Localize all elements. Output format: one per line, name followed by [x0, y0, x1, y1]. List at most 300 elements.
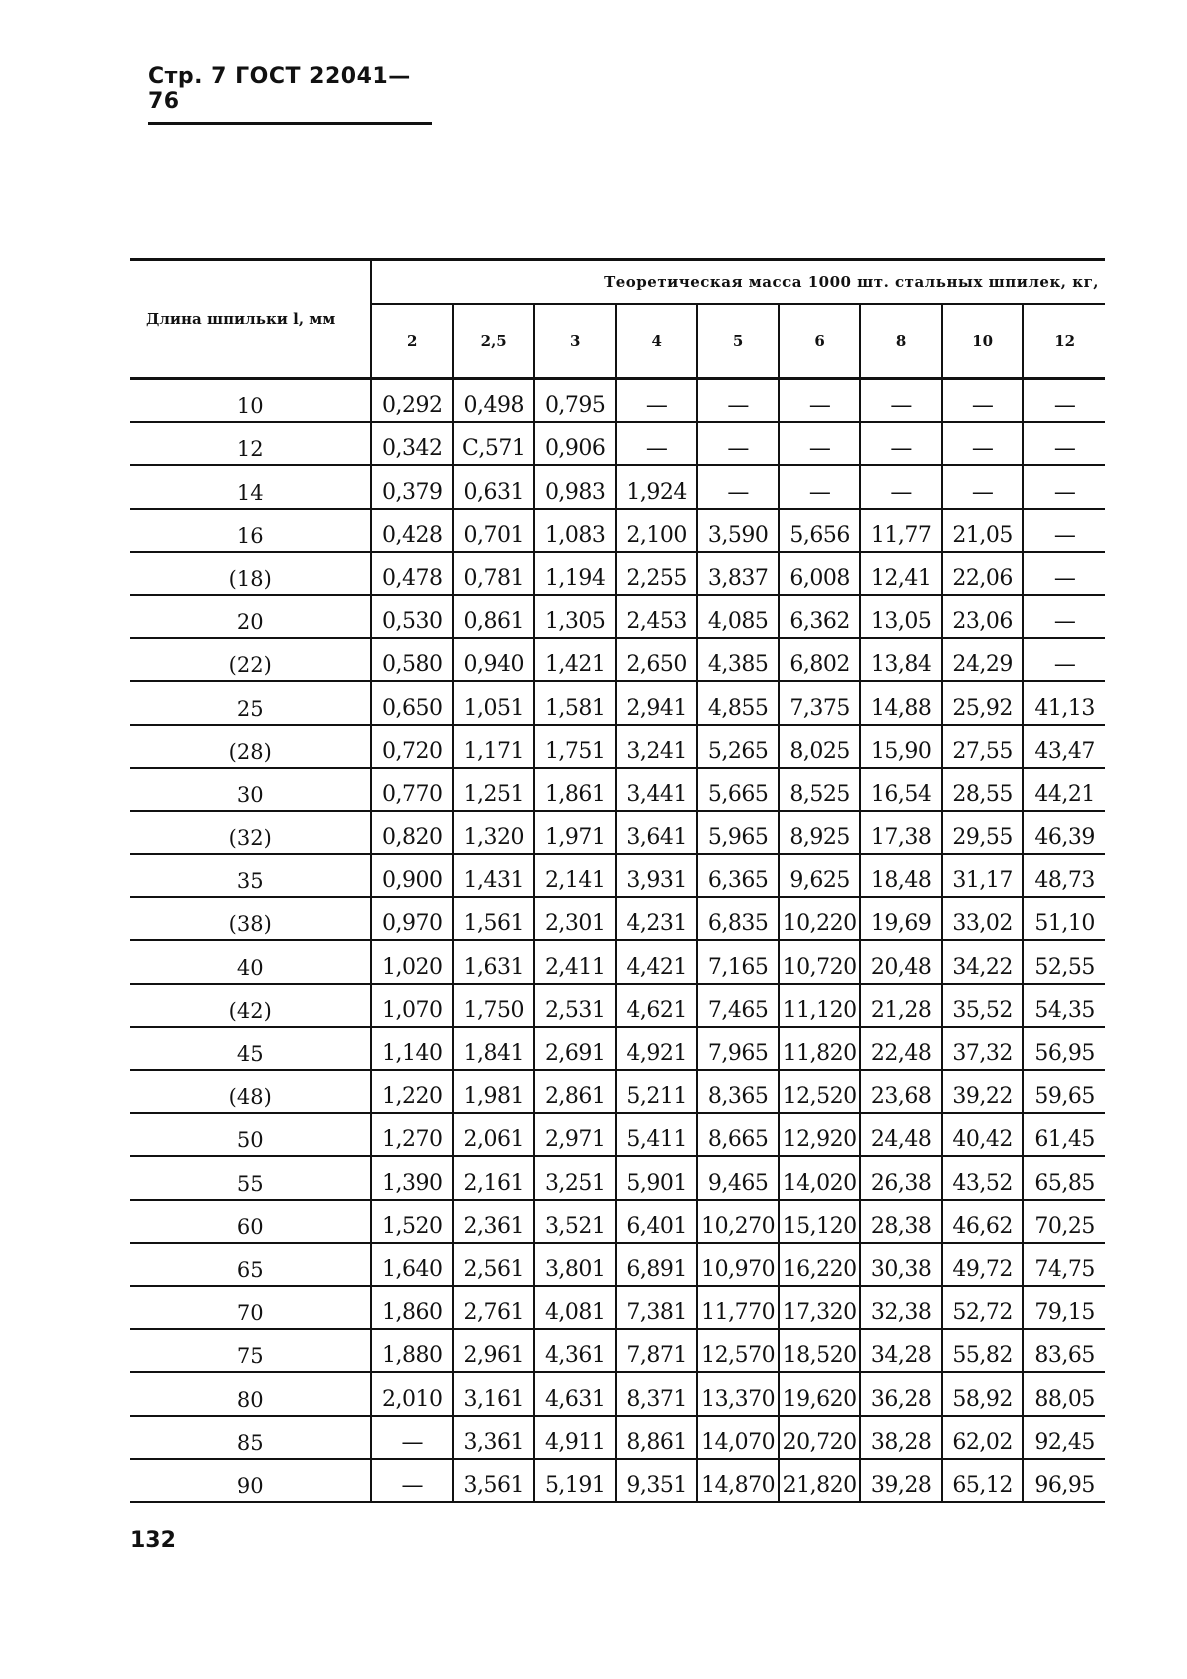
mass-value: 1,520: [381, 1213, 443, 1239]
mass-cell: [534, 1416, 615, 1459]
mass-cell: [942, 638, 1023, 681]
length-value: 25: [236, 696, 264, 721]
mass-value: 1,561: [463, 911, 524, 937]
mass-cell: [453, 897, 534, 940]
mass-value: 1,860: [381, 1300, 443, 1326]
mass-value: 12,41: [870, 565, 932, 591]
mass-value: 3,931: [626, 868, 687, 894]
diameter-header-cell: 12: [1023, 304, 1105, 379]
mass-cell: [697, 940, 778, 983]
mass-value: 18,520: [782, 1343, 857, 1369]
mass-value: 2,861: [544, 1084, 606, 1110]
mass-cell: [371, 595, 452, 638]
diameter-header-cell: 2: [371, 304, 452, 379]
mass-cell: [1023, 984, 1105, 1027]
mass-value: 2,971: [544, 1127, 606, 1153]
mass-cell: [1023, 465, 1105, 508]
mass-value: 29,55: [952, 825, 1013, 851]
mass-value: 7,465: [707, 997, 769, 1023]
length-cell: [130, 422, 371, 465]
mass-cell: [534, 1200, 615, 1243]
length-value: (42): [228, 998, 272, 1023]
mass-value: 2,061: [463, 1127, 524, 1153]
length-value: 80: [236, 1387, 264, 1412]
mass-cell: [860, 1156, 941, 1199]
mass-cell: [779, 1372, 860, 1415]
mass-value: 7,871: [626, 1343, 687, 1369]
mass-value: 0,861: [463, 609, 524, 635]
length-cell: [130, 1070, 371, 1113]
mass-value: 12,520: [782, 1084, 857, 1110]
length-cell: [130, 811, 371, 854]
mass-cell: [779, 681, 860, 724]
mass-cell: [534, 725, 615, 768]
mass-cell: [697, 1113, 778, 1156]
mass-value: 1,220: [381, 1084, 443, 1110]
mass-value: 36,28: [870, 1386, 932, 1412]
mass-value: 31,17: [952, 868, 1013, 894]
mass-value: 7,165: [707, 954, 769, 980]
mass-value: 6,362: [789, 609, 850, 635]
mass-value: 54,35: [1034, 997, 1095, 1023]
mass-cell: [779, 465, 860, 508]
mass-value: 12,570: [701, 1343, 776, 1369]
mass-cell: [371, 379, 452, 423]
mass-cell: [1023, 1156, 1105, 1199]
length-cell: [130, 379, 371, 423]
mass-cell: [860, 1459, 941, 1502]
mass-value: 7,965: [707, 1041, 769, 1066]
length-cell: [130, 552, 371, 595]
mass-value: 33,02: [952, 911, 1013, 937]
mass-value: 21,05: [952, 522, 1013, 548]
mass-value: 5,656: [789, 522, 850, 548]
mass-cell: [779, 595, 860, 638]
mass-value: 41,13: [1034, 695, 1095, 721]
mass-cell: [779, 768, 860, 811]
mass-cell: [1023, 1372, 1105, 1415]
mass-cell: [453, 1070, 534, 1113]
mass-cell: [942, 854, 1023, 897]
mass-cell: [697, 509, 778, 552]
mass-cell: [453, 1416, 534, 1459]
mass-value: 1,390: [381, 1170, 443, 1196]
mass-cell: [534, 595, 615, 638]
mass-value: 4,231: [626, 911, 687, 937]
length-cell: [130, 854, 371, 897]
mass-cell: [371, 1070, 452, 1113]
length-value: 50: [236, 1128, 264, 1153]
mass-cell: [942, 681, 1023, 724]
mass-cell: [1023, 1070, 1105, 1113]
mass-cell: [616, 1416, 697, 1459]
mass-cell: [616, 552, 697, 595]
mass-value: 10,970: [701, 1256, 776, 1282]
mass-cell: [779, 552, 860, 595]
mass-cell: [534, 1329, 615, 1372]
mass-cell: [779, 1200, 860, 1243]
mass-value: 5,191: [544, 1472, 606, 1498]
mass-cell: [697, 854, 778, 897]
mass-cell: [453, 940, 534, 983]
mass-value: 0,292: [381, 393, 443, 419]
mass-cell: [534, 379, 615, 423]
mass-cell: [860, 940, 941, 983]
length-value: 40: [236, 955, 264, 980]
mass-cell: [453, 984, 534, 1027]
mass-cell: [860, 768, 941, 811]
mass-cell: [1023, 811, 1105, 854]
mass-value: —: [645, 393, 668, 419]
mass-value: 13,370: [701, 1386, 776, 1412]
mass-value: 22,48: [870, 1041, 932, 1066]
mass-value: 2,100: [626, 522, 687, 548]
mass-value: 1,751: [544, 738, 606, 764]
mass-value: 35,52: [952, 997, 1013, 1023]
length-value: 14: [236, 480, 264, 505]
length-cell: [130, 1372, 371, 1415]
mass-cell: [616, 940, 697, 983]
mass-cell: [779, 1070, 860, 1113]
mass-cell: [534, 1372, 615, 1415]
mass-value: 65,12: [952, 1472, 1013, 1498]
table-row: [130, 1200, 1105, 1243]
mass-value: 14,870: [701, 1472, 776, 1498]
mass-value: 2,941: [626, 695, 687, 721]
mass-value: 1,320: [463, 825, 524, 851]
mass-value: 1,194: [544, 565, 606, 591]
mass-value: 5,211: [626, 1084, 687, 1110]
mass-value: 20,720: [782, 1429, 857, 1455]
mass-cell: [779, 940, 860, 983]
mass-value: 10,220: [782, 911, 857, 937]
mass-cell: [860, 552, 941, 595]
mass-cell: [942, 725, 1023, 768]
mass-cell: [616, 681, 697, 724]
mass-cell: [453, 1156, 534, 1199]
table-row: [130, 725, 1105, 768]
mass-value: 0,720: [381, 738, 443, 764]
mass-value: 49,72: [952, 1256, 1013, 1282]
mass-value: —: [808, 436, 831, 462]
mass-cell: [616, 638, 697, 681]
mass-cell: [697, 1459, 778, 1502]
mass-cell: [534, 1113, 615, 1156]
mass-value: 43,52: [952, 1170, 1013, 1196]
table-row: [130, 1286, 1105, 1329]
mass-value: 55,82: [952, 1343, 1013, 1369]
mass-value: 28,55: [952, 781, 1013, 807]
mass-value: 0,795: [544, 393, 606, 419]
diameter-header-cell: 10: [942, 304, 1023, 379]
mass-cell: [453, 1113, 534, 1156]
mass-value: 1,251: [463, 781, 524, 807]
mass-cell: [697, 1156, 778, 1199]
length-cell: [130, 897, 371, 940]
mass-value: 10,720: [782, 954, 857, 980]
mass-cell: [942, 1027, 1023, 1070]
mass-value: 4,621: [626, 997, 687, 1023]
mass-value: 16,220: [782, 1256, 857, 1282]
mass-value: 2,761: [463, 1300, 524, 1326]
mass-value: 34,22: [952, 954, 1013, 980]
mass-value: 6,891: [626, 1256, 687, 1282]
mass-cell: [779, 725, 860, 768]
table-row: [130, 1416, 1105, 1459]
mass-value: 0,631: [463, 479, 524, 505]
mass-cell: [453, 1329, 534, 1372]
mass-cell: [616, 1243, 697, 1286]
length-value: (32): [228, 826, 272, 851]
mass-cell: [779, 984, 860, 1027]
mass-cell: [942, 1459, 1023, 1502]
mass-value: 20,48: [870, 954, 932, 980]
mass-cell: [453, 552, 534, 595]
mass-cell: [697, 379, 778, 423]
length-cell: [130, 1329, 371, 1372]
mass-cell: [697, 595, 778, 638]
mass-value: 0,379: [381, 479, 443, 505]
length-column-header: Длина шпильки l, мм: [130, 260, 371, 379]
mass-cell: [697, 465, 778, 508]
mass-cell: [942, 422, 1023, 465]
mass-value: 8,025: [789, 738, 850, 764]
mass-value: 59,65: [1034, 1084, 1095, 1110]
length-value: (38): [228, 912, 272, 937]
mass-cell: [942, 897, 1023, 940]
length-cell: [130, 1200, 371, 1243]
mass-value: —: [808, 393, 831, 419]
mass-cell: [616, 811, 697, 854]
mass-cell: [534, 638, 615, 681]
mass-cell: [534, 1027, 615, 1070]
length-cell: [130, 595, 371, 638]
mass-value: 44,21: [1034, 781, 1095, 807]
mass-value: 24,48: [870, 1127, 932, 1153]
mass-value: 52,72: [952, 1300, 1013, 1326]
mass-cell: [534, 984, 615, 1027]
mass-value: 1,880: [381, 1343, 443, 1369]
mass-value: 21,820: [782, 1472, 857, 1498]
length-value: 75: [236, 1344, 264, 1369]
mass-cell: [942, 984, 1023, 1027]
table-row: [130, 1243, 1105, 1286]
mass-cell: [616, 725, 697, 768]
mass-cell: [1023, 1459, 1105, 1502]
mass-cell: [534, 768, 615, 811]
mass-value: 19,620: [782, 1386, 857, 1412]
mass-value: —: [890, 479, 912, 505]
mass-value: 46,39: [1034, 825, 1095, 851]
length-cell: [130, 1156, 371, 1199]
mass-value: —: [401, 1429, 423, 1455]
mass-cell: [616, 1459, 697, 1502]
mass-cell: [697, 984, 778, 1027]
table-row: [130, 465, 1105, 508]
mass-value: 24,29: [952, 652, 1013, 678]
mass-cell: [1023, 1200, 1105, 1243]
mass-value: 61,45: [1034, 1127, 1095, 1153]
mass-value: 40,42: [952, 1127, 1013, 1153]
mass-cell: [534, 1070, 615, 1113]
mass-cell: [860, 595, 941, 638]
mass-value: 28,38: [870, 1213, 932, 1239]
mass-value: 5,411: [626, 1127, 687, 1153]
mass-cell: [1023, 638, 1105, 681]
mass-value: 8,371: [626, 1386, 687, 1412]
mass-value: 2,010: [381, 1386, 443, 1412]
mass-cell: [860, 854, 941, 897]
mass-cell: [779, 1416, 860, 1459]
mass-value: 9,351: [626, 1472, 687, 1498]
mass-cell: [697, 1416, 778, 1459]
mass-value: —: [1053, 522, 1076, 548]
mass-value: —: [890, 436, 912, 462]
mass-value: 1,431: [463, 868, 524, 894]
mass-value: 9,465: [707, 1170, 769, 1196]
mass-value: 70,25: [1034, 1213, 1095, 1239]
mass-value: —: [727, 393, 749, 419]
mass-value: 39,28: [870, 1472, 932, 1498]
mass-value: 0,770: [381, 781, 443, 807]
mass-cell: [779, 897, 860, 940]
mass-cell: [697, 1070, 778, 1113]
mass-value: 2,411: [544, 954, 606, 980]
table-row: [130, 1156, 1105, 1199]
mass-value: 0,781: [463, 565, 524, 591]
mass-value: 30,38: [870, 1256, 932, 1282]
mass-cell: [697, 725, 778, 768]
mass-value: 0,478: [381, 565, 443, 591]
mass-cell: [534, 1459, 615, 1502]
length-value: 12: [236, 437, 264, 462]
mass-value: 1,981: [463, 1084, 524, 1110]
mass-value: 21,28: [870, 997, 932, 1023]
mass-cell: [1023, 1329, 1105, 1372]
mass-cell: [779, 422, 860, 465]
mass-cell: [860, 509, 941, 552]
mass-cell: [860, 681, 941, 724]
length-value: (28): [228, 739, 272, 764]
mass-value: 6,401: [626, 1213, 687, 1239]
mass-value: —: [727, 479, 749, 505]
mass-cell: [942, 509, 1023, 552]
mass-value: 3,801: [544, 1256, 606, 1282]
mass-value: —: [971, 393, 994, 419]
mass-value: 16,54: [870, 781, 932, 807]
mass-cell: [534, 465, 615, 508]
mass-cell: [371, 552, 452, 595]
mass-cell: [616, 422, 697, 465]
page-number: 132: [130, 1528, 176, 1553]
mass-cell: [860, 811, 941, 854]
mass-cell: [697, 1200, 778, 1243]
mass-cell: [371, 1027, 452, 1070]
mass-cell: [942, 1070, 1023, 1113]
mass-cell: [942, 1416, 1023, 1459]
mass-cell: [1023, 552, 1105, 595]
length-value: 90: [236, 1473, 264, 1498]
mass-cell: [453, 681, 534, 724]
mass-cell: [860, 1286, 941, 1329]
length-cell: [130, 940, 371, 983]
mass-value: 2,255: [626, 565, 687, 591]
mass-cell: [1023, 681, 1105, 724]
mass-table: [130, 258, 1105, 1503]
mass-cell: [616, 1113, 697, 1156]
length-value: 35: [236, 869, 264, 894]
length-value: 55: [236, 1171, 264, 1196]
mass-cell: [371, 422, 452, 465]
mass-cell: [371, 1329, 452, 1372]
mass-cell: [534, 509, 615, 552]
mass-value: 96,95: [1034, 1472, 1095, 1498]
mass-cell: [534, 811, 615, 854]
mass-cell: [371, 681, 452, 724]
table-head: [130, 260, 1105, 379]
mass-value: 3,361: [463, 1429, 524, 1455]
mass-value: —: [1053, 436, 1076, 462]
mass-value: 13,84: [870, 652, 932, 678]
mass-value: С,571: [462, 436, 526, 462]
mass-cell: [371, 1286, 452, 1329]
mass-value: —: [1053, 652, 1076, 678]
mass-value: 2,691: [544, 1041, 606, 1066]
mass-cell: [942, 465, 1023, 508]
mass-cell: [371, 897, 452, 940]
mass-cell: [860, 1070, 941, 1113]
length-cell: [130, 1027, 371, 1070]
mass-value: 38,28: [870, 1429, 932, 1455]
mass-cell: [1023, 897, 1105, 940]
mass-value: 8,525: [789, 781, 850, 807]
length-value: (18): [228, 566, 272, 591]
table-row: [130, 1372, 1105, 1415]
mass-cell: [534, 552, 615, 595]
mass-value: 2,161: [463, 1170, 524, 1196]
mass-value: 11,820: [782, 1041, 857, 1066]
mass-value: 3,641: [626, 825, 687, 851]
mass-cell: [1023, 1286, 1105, 1329]
mass-value: 8,665: [707, 1127, 769, 1153]
mass-value: 11,770: [701, 1300, 776, 1326]
mass-cell: [779, 1243, 860, 1286]
mass-value: 1,070: [381, 997, 443, 1023]
mass-value: 5,901: [626, 1170, 687, 1196]
mass-cell: [371, 1243, 452, 1286]
length-value: 30: [236, 782, 264, 807]
mass-cell: [860, 422, 941, 465]
table-row: [130, 1070, 1105, 1113]
mass-value: 48,73: [1034, 868, 1095, 894]
mass-column-header: Теоретическая масса 1000 шт. стальных шпилек, кг,: [371, 260, 1105, 305]
mass-value: 65,85: [1034, 1170, 1095, 1196]
mass-value: 5,665: [707, 781, 769, 807]
mass-cell: [453, 1459, 534, 1502]
mass-value: —: [971, 479, 994, 505]
mass-value: 18,48: [870, 868, 932, 894]
mass-value: 1,581: [544, 695, 606, 721]
mass-value: 2,453: [626, 609, 687, 635]
mass-value: 15,120: [782, 1213, 857, 1239]
mass-value: 1,051: [463, 695, 524, 721]
mass-cell: [942, 379, 1023, 423]
length-value: 20: [236, 610, 264, 635]
diameter-header-cell: 5: [697, 304, 778, 379]
mass-cell: [453, 1286, 534, 1329]
mass-cell: [1023, 1113, 1105, 1156]
mass-value: 51,10: [1034, 911, 1095, 937]
